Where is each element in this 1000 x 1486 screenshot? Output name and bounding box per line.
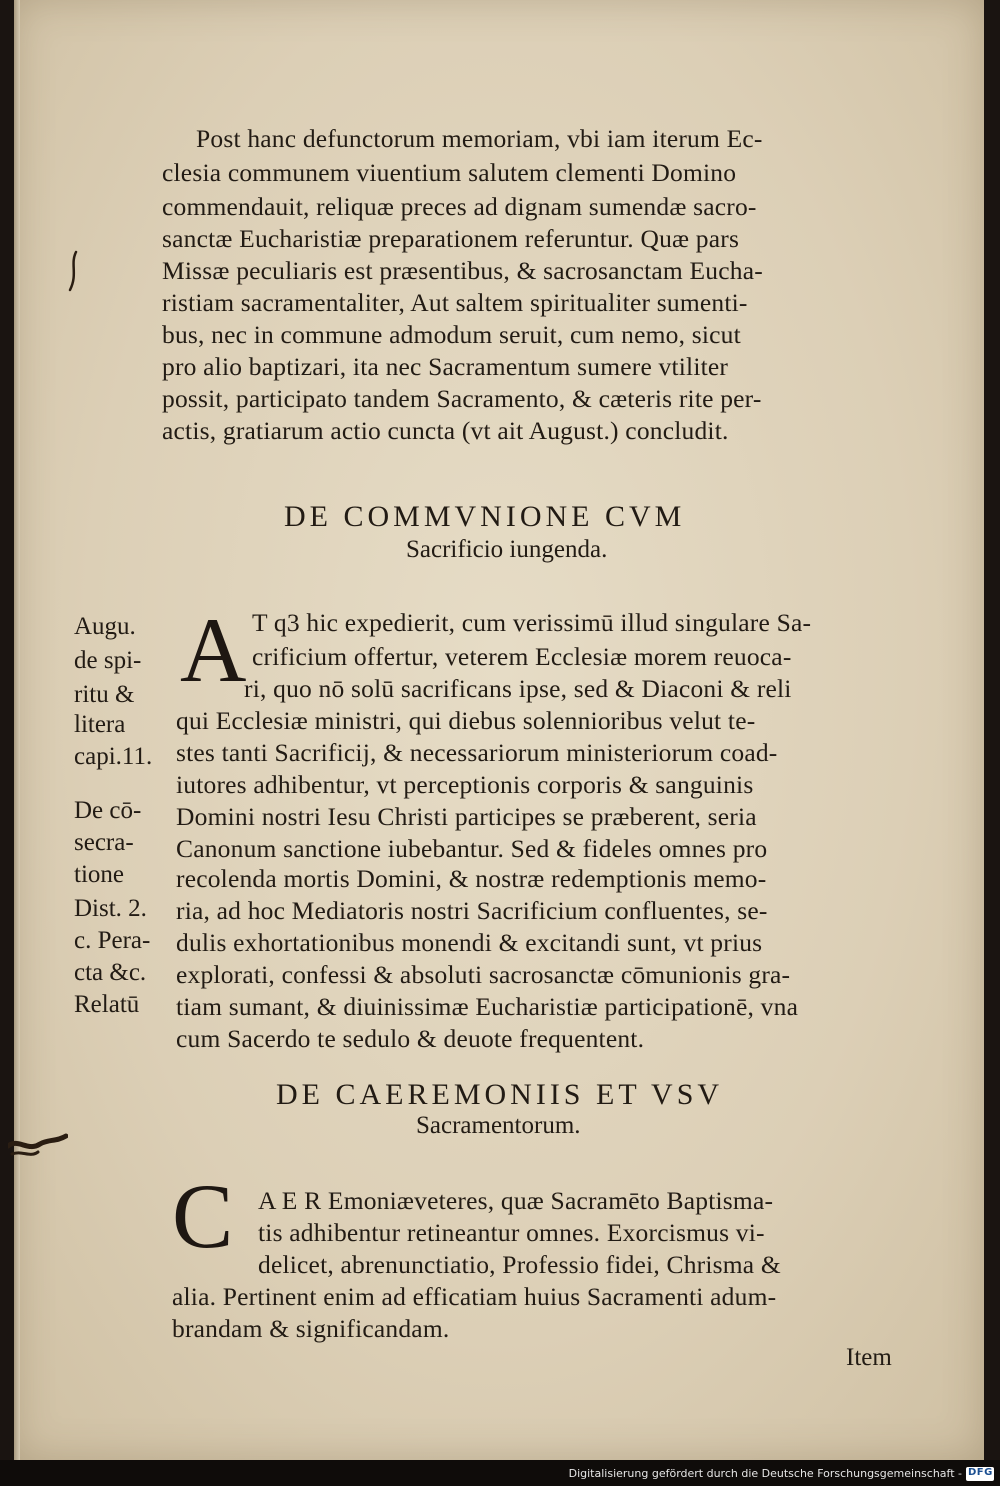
text-line: explorati, confessi & absoluti sacrosanctæ cōmunionis gra- [176,960,791,989]
margin-note: litera [74,711,126,738]
text-line: Post hanc defunctorum memoriam, vbi iam iterum Ec- [196,124,763,153]
text-line: stes tanti Sacrificij, & necessariorum ministeriorum coad- [176,738,778,767]
margin-note: capi.11. [74,743,153,770]
margin-note: ritu & [74,681,135,708]
text-line: tiam sumant, & diuinissimæ Eucharistiæ participationē, vna [176,992,799,1021]
margin-note: tione [74,861,124,888]
text-line: crificium offertur, veterem Ecclesiæ morem reuoca- [252,642,792,671]
catchword: Item [846,1344,892,1371]
footer-credit: Digitalisierung gefördert durch die Deutsche Forschungsgemeinschaft - [568,1467,962,1480]
text-line: iutores adhibentur, vt perceptionis corporis & sanguinis [176,770,754,799]
text-line: clesia communem viuentium salutem clementi Domino [162,158,737,187]
margin-note: cta &c. [74,959,147,986]
page-gutter [14,0,20,1460]
dfg-logo-text: DFG [968,1467,993,1478]
text-line: pro alio baptizari, ita nec Sacramentum sumere vtiliter [162,352,729,381]
section-heading-communion: DE COMMVNIONE CVM [284,500,686,533]
text-line: alia. Pertinent enim ad efficatiam huius Sacramenti adum- [172,1282,777,1311]
margin-note: Dist. 2. [74,895,147,922]
text-line: T q3 hic expedierit, cum verissimū illud singulare Sa- [252,608,812,637]
margin-note: secra- [74,829,134,856]
margin-note: Augu. [74,613,136,640]
text-line: sanctæ Eucharistiæ preparationem referuntur. Quæ pars [162,224,740,253]
text-line: cum Sacerdo te sedulo & deuote frequentent. [176,1024,645,1053]
dfg-logo-icon [966,1467,994,1481]
text-line: tis adhibentur retineantur omnes. Exorcismus vi- [258,1218,765,1247]
section-heading-ceremonies: DE CAEREMONIIS ET VSV [276,1078,724,1111]
drop-cap-a: A [180,599,247,701]
text-line: Domini nostri Iesu Christi participes se præberent, seria [176,802,757,831]
text-line: A E R Emoniæveteres, quæ Sacramēto Baptisma- [258,1186,774,1215]
drop-cap-c: C [172,1165,234,1267]
text-line: bus, nec in commune admodum seruit, cum nemo, sicut [162,320,741,349]
text-line: Missæ peculiaris est præsentibus, & sacrosanctam Eucha- [162,256,763,285]
margin-note: Relatū [74,991,140,1018]
text-line: delicet, abrenunctiatio, Professio fidei, Chrisma & [258,1250,781,1279]
digitization-footer [0,1460,1000,1486]
section-subheading-communion: Sacrificio iungenda. [406,536,608,563]
text-line: commendauit, reliquæ preces ad dignam sumendæ sacro- [162,192,757,221]
margin-note: c. Pera- [74,927,151,954]
margin-note: de spi- [74,647,142,674]
text-line: possit, participato tandem Sacramento, & cæteris rite per- [162,384,762,413]
text-line: Canonum sanctione iubebantur. Sed & fideles omnes pro [176,834,768,863]
text-line: ria, ad hoc Mediatoris nostri Sacrificium confluentes, se- [176,896,768,925]
text-line: ri, quo nō solū sacrificans ipse, sed & Diaconi & reli [244,674,792,703]
text-line: qui Ecclesiæ ministri, qui diebus solennioribus velut te- [176,706,756,735]
text-line: dulis exhortationibus monendi & excitandi sunt, vt prius [176,928,763,957]
margin-ink-mark [66,250,82,292]
text-line: recolenda mortis Domini, & nostræ redemptionis memo- [176,864,767,893]
text-line: ristiam sacramentaliter, Aut saltem spiritualiter sumenti- [162,288,748,317]
binding-thread-mark [8,1130,68,1162]
margin-note: De cō- [74,797,142,824]
text-line: brandam & significandam. [172,1314,450,1343]
section-subheading-ceremonies: Sacramentorum. [416,1112,581,1139]
text-line: actis, gratiarum actio cuncta (vt ait August.) concludit. [162,416,729,445]
